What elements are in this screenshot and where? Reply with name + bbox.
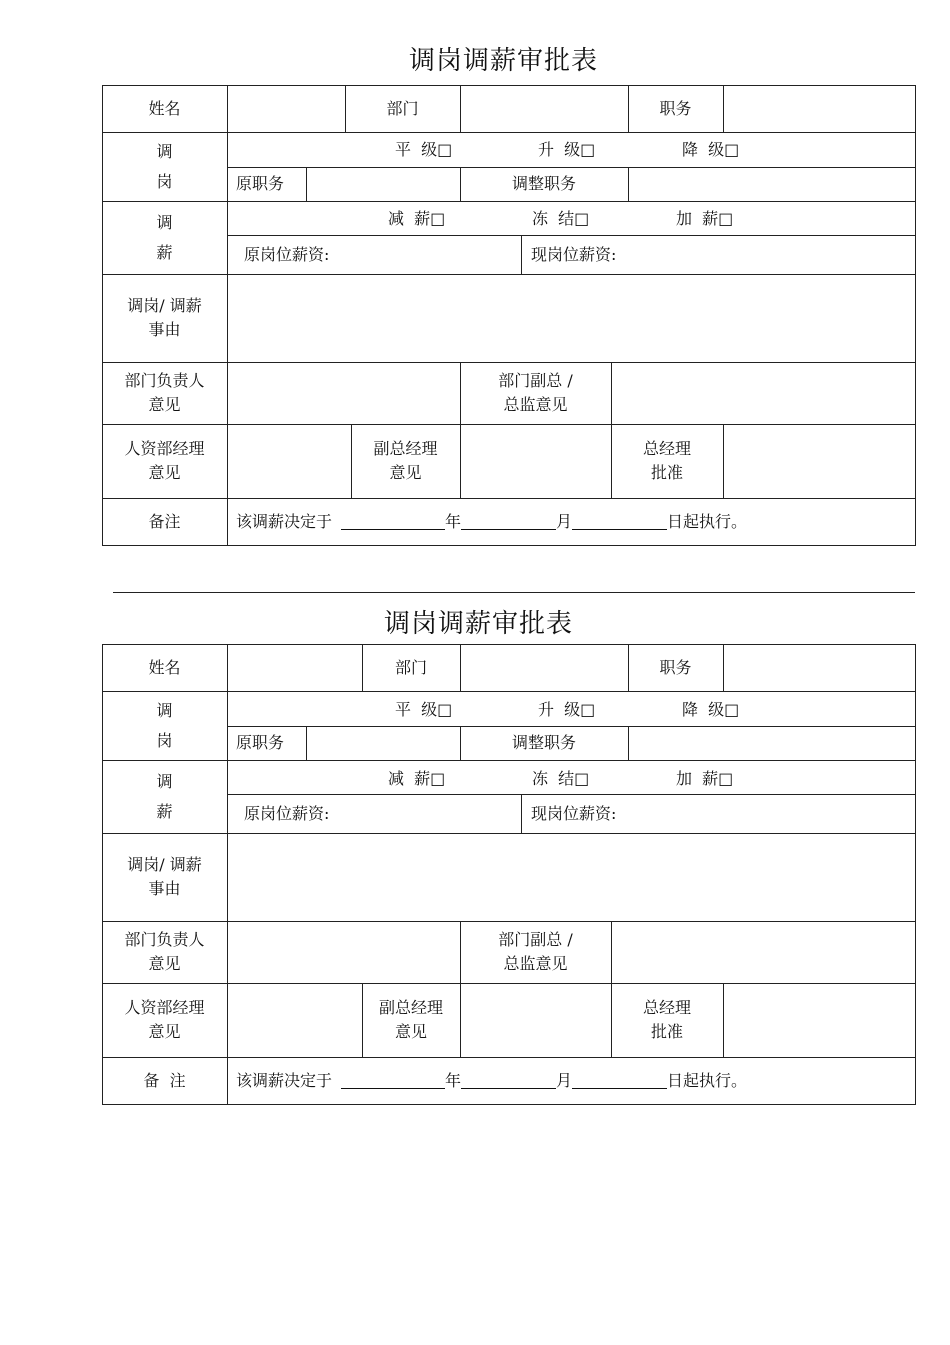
vp-label: 部门副总 / 总监意见 [498, 371, 573, 414]
orig-salary-field[interactable]: 原岗位薪资: [244, 244, 330, 264]
dept-label: 部门 [394, 657, 427, 677]
dept-head-field[interactable] [228, 922, 460, 983]
adj-position-label: 调整职务 [511, 174, 576, 193]
orig-position-label: 原职务 [236, 733, 285, 752]
deputy-gm-label: 副总经理 意见 [373, 439, 438, 482]
new-salary-field[interactable]: 现岗位薪资: [531, 244, 617, 264]
remarks-line: 该调薪决定于 年 月 日起执行。 [236, 1071, 748, 1090]
remarks-label: 备 注 [143, 1071, 186, 1090]
orig-position-field[interactable] [307, 727, 460, 760]
salary-label: 调 薪 [156, 212, 173, 262]
year-blank[interactable] [341, 515, 445, 530]
form-title: 调岗调薪审批表 [409, 46, 599, 76]
cut-line-divider [113, 592, 915, 593]
dept-head-label: 部门负责人 意见 [124, 930, 205, 973]
adj-position-field[interactable] [629, 168, 915, 201]
dept-head-field[interactable] [228, 363, 460, 424]
level-same-checkbox[interactable]: 平 级□ [395, 140, 453, 159]
vp-field[interactable] [612, 363, 915, 424]
level-up-checkbox[interactable]: 升 级□ [538, 140, 596, 159]
remarks-label: 备注 [148, 512, 181, 531]
orig-position-label: 原职务 [236, 174, 285, 193]
reason-field[interactable] [228, 275, 915, 362]
gm-field[interactable] [724, 984, 915, 1057]
orig-salary-field[interactable]: 原岗位薪资: [244, 803, 330, 823]
reason-field[interactable] [228, 834, 915, 921]
adj-position-field[interactable] [629, 727, 915, 760]
adj-position-label: 调整职务 [511, 733, 576, 752]
name-field[interactable] [228, 645, 362, 691]
level-down-checkbox[interactable]: 降 级□ [682, 140, 740, 159]
day-blank[interactable] [572, 515, 667, 530]
reason-label: 调岗/ 调薪 事由 [127, 855, 202, 898]
year-blank[interactable] [341, 1074, 445, 1089]
deputy-gm-field[interactable] [461, 984, 611, 1057]
salary-label: 调 薪 [156, 771, 173, 821]
dept-label: 部门 [386, 98, 419, 118]
dept-field[interactable] [461, 86, 628, 132]
level-same-checkbox[interactable]: 平 级□ [395, 700, 453, 719]
new-salary-field[interactable]: 现岗位薪资: [531, 803, 617, 823]
hr-label: 人资部经理 意见 [124, 998, 205, 1041]
month-blank[interactable] [461, 1074, 556, 1089]
hr-label: 人资部经理 意见 [124, 439, 205, 482]
vp-field[interactable] [612, 922, 915, 983]
orig-position-field[interactable] [307, 168, 460, 201]
hr-field[interactable] [228, 984, 362, 1057]
name-field[interactable] [228, 86, 345, 132]
dept-field[interactable] [461, 645, 628, 691]
level-up-checkbox[interactable]: 升 级□ [538, 700, 596, 719]
name-label: 姓名 [148, 657, 181, 677]
hr-field[interactable] [228, 425, 351, 498]
transfer-label: 调 岗 [156, 141, 173, 191]
salary-raise-checkbox[interactable]: 加 薪□ [676, 769, 734, 788]
day-blank[interactable] [572, 1074, 667, 1089]
vp-label: 部门副总 / 总监意见 [498, 930, 573, 973]
position-field[interactable] [724, 645, 915, 691]
position-label: 职务 [659, 657, 692, 677]
transfer-label: 调 岗 [156, 700, 173, 750]
salary-cut-checkbox[interactable]: 减 薪□ [388, 209, 446, 228]
position-field[interactable] [724, 86, 915, 132]
reason-label: 调岗/ 调薪 事由 [127, 296, 202, 339]
remarks-line: 该调薪决定于 年 月 日起执行。 [236, 512, 748, 531]
level-down-checkbox[interactable]: 降 级□ [682, 700, 740, 719]
gm-field[interactable] [724, 425, 915, 498]
salary-freeze-checkbox[interactable]: 冻 结□ [532, 209, 590, 228]
salary-cut-checkbox[interactable]: 减 薪□ [388, 769, 446, 788]
form-title: 调岗调薪审批表 [384, 609, 574, 639]
salary-raise-checkbox[interactable]: 加 薪□ [676, 209, 734, 228]
salary-freeze-checkbox[interactable]: 冻 结□ [532, 769, 590, 788]
dept-head-label: 部门负责人 意见 [124, 371, 205, 414]
gm-label: 总经理 批准 [642, 439, 691, 482]
position-label: 职务 [659, 98, 692, 118]
gm-label: 总经理 批准 [642, 998, 691, 1041]
name-label: 姓名 [148, 98, 181, 118]
deputy-gm-field[interactable] [461, 425, 611, 498]
month-blank[interactable] [461, 515, 556, 530]
deputy-gm-label: 副总经理 意见 [378, 998, 443, 1041]
